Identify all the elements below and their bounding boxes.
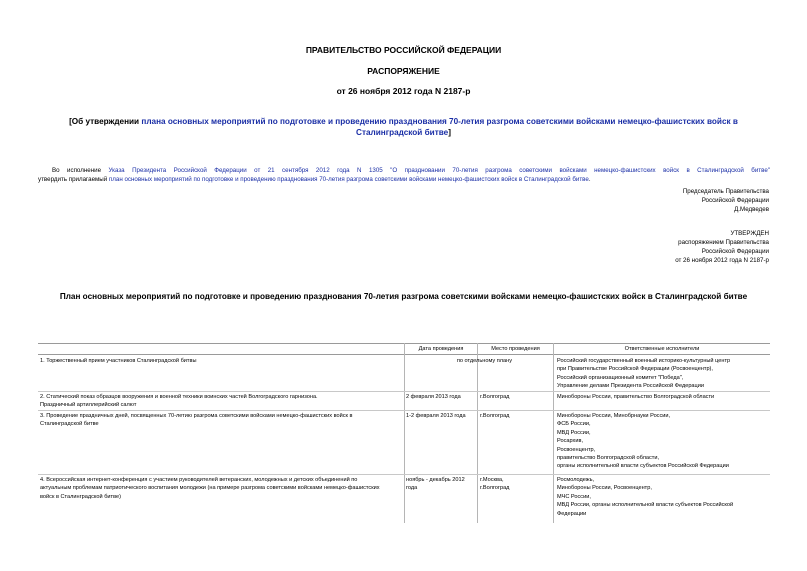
approved-date: от 26 ноября 2012 года N 2187-р xyxy=(675,257,769,264)
row-event: 2. Статический показ образцов вооружения и военной техники воинских частей Волгоградского гарнизона. Праздничный артиллерийский салют xyxy=(40,394,318,409)
row-responsible-line: ФСБ России, xyxy=(557,421,591,428)
row-responsible-line: Росмолодежь, xyxy=(557,477,595,483)
row-responsible-line: МВД России, xyxy=(557,429,591,436)
row-responsible-line: Минобороны России, Минобрнауки России, xyxy=(557,413,671,419)
signature-position: Председатель Правительства xyxy=(682,188,769,195)
row-responsible: Минобороны России, правительство Волгоградской области xyxy=(557,394,715,400)
row-responsible xyxy=(557,476,770,518)
column-divider-3 xyxy=(553,343,554,523)
column-divider-1 xyxy=(404,343,405,523)
government-heading: ПРАВИТЕЛЬСТВО РОССИЙСКОЙ ФЕДЕРАЦИИ xyxy=(305,45,502,55)
signature-name: Д.Медведев xyxy=(734,206,769,213)
intro-lead: Во исполнение xyxy=(52,167,109,174)
document-subtitle xyxy=(36,116,771,138)
row-responsible-line: Российский государственный военный историко-культурный центр xyxy=(557,358,731,364)
row-responsible-line: Минобороны России, Росвоенцентр, xyxy=(557,485,652,492)
subtitle-prefix: [Об утверждении xyxy=(69,117,142,126)
row-event: 1. Торжественный прием участников Сталинградской битвы xyxy=(40,358,197,364)
signature-block xyxy=(469,187,769,214)
signature-country: Российской Федерации xyxy=(701,197,769,204)
document-type: РАСПОРЯЖЕНИЕ xyxy=(367,66,440,76)
plan-title: План основных мероприятий по подготовке и проведению празднования 70-летия разгрома советскими войсками немецко-фашистских войск в Сталинградской битве xyxy=(59,292,748,301)
row-place: г.Москва, г.Волгоград xyxy=(480,477,510,492)
row-responsible-line: МЧС России, xyxy=(557,493,591,500)
header-place: Место проведения xyxy=(491,346,540,352)
row-responsible-line: Росвоенцентр, xyxy=(557,446,596,453)
row-responsible-line: при Правительстве Российской Федерации (Росвоенцентр), xyxy=(557,366,713,373)
approved-line2: распоряжением Правительства xyxy=(678,239,769,246)
row-responsible-line: Российский организационный комитет "Победа", xyxy=(557,374,684,381)
approved-line3: Российской Федерации xyxy=(701,248,769,255)
row-responsible-line: органы исполнительной власти субъектов Российской Федерации xyxy=(557,463,729,470)
row-date: ноябрь - декабрь 2012 года xyxy=(406,477,465,492)
row-responsible-line: правительство Волгоградской области, xyxy=(557,455,659,462)
row-event: 3. Проведение праздничных дней, посвященных 70-летию разгрома советскими войсками немецко-фашистских войск в Сталинградской битве xyxy=(40,413,353,428)
column-divider-2 xyxy=(477,343,478,523)
row-responsible-line: Управление делами Президента Российской Федерации xyxy=(557,383,705,390)
document-date-number: от 26 ноября 2012 года N 2187-р xyxy=(336,86,471,96)
approved-title: УТВЕРЖДЕН xyxy=(730,230,769,237)
intro-line2-prefix: утвердить прилагаемый xyxy=(38,176,109,183)
row-separator xyxy=(38,474,770,475)
intro-paragraph xyxy=(38,166,770,184)
intro-line2-suffix: . xyxy=(588,176,591,183)
row-responsible-line: Росархив, xyxy=(557,438,583,445)
row-date: 2 февраля 2013 года xyxy=(406,394,461,400)
header-responsible: Ответственные исполнители xyxy=(624,346,700,352)
row-date: 1-2 февраля 2013 года xyxy=(406,413,466,419)
row-separator xyxy=(38,410,770,411)
approved-block xyxy=(469,229,769,265)
row-responsible-line: МВД России, органы исполнительной власти субъектов Российской xyxy=(557,502,734,509)
row-place: г.Волгоград xyxy=(480,413,510,419)
plan-link[interactable]: план основных мероприятий по подготовке и проведению празднования 70-летия разгрома советскими войсками немецко-фашистских войск в Сталинградской битве xyxy=(108,176,589,183)
row-date: по отдельному плану xyxy=(456,358,512,364)
header-date: Дата проведения xyxy=(418,346,464,352)
row-responsible-line: Федерации xyxy=(557,510,587,517)
row-event: 4. Всероссийская интернет-конференция с участием руководителей ветеранских, молодежных и детских объединений по актуальным проблемам патриотического воспитания молодежи (на примере разгрома советскими войсками немецко-фашистских войск в Сталинградской битве) xyxy=(40,477,380,500)
subtitle-plan-link[interactable]: плана основных мероприятий по подготовке и проведению празднования 70-летия разгрома советскими войсками немецко-фашистских войск в Сталинградской битве xyxy=(141,117,738,137)
row-responsible xyxy=(557,357,770,391)
subtitle-suffix: ] xyxy=(448,128,451,137)
row-separator xyxy=(38,391,770,392)
row-responsible xyxy=(557,412,770,471)
row-place: г.Волгоград xyxy=(480,394,510,400)
decree-link[interactable]: Указа Президента Российской Федерации от 21 сентября 2012 года N 1305 "О праздновании 70-летия разгрома советскими войсками немецко-фашистских войск в Сталинградской битве" xyxy=(108,167,770,174)
